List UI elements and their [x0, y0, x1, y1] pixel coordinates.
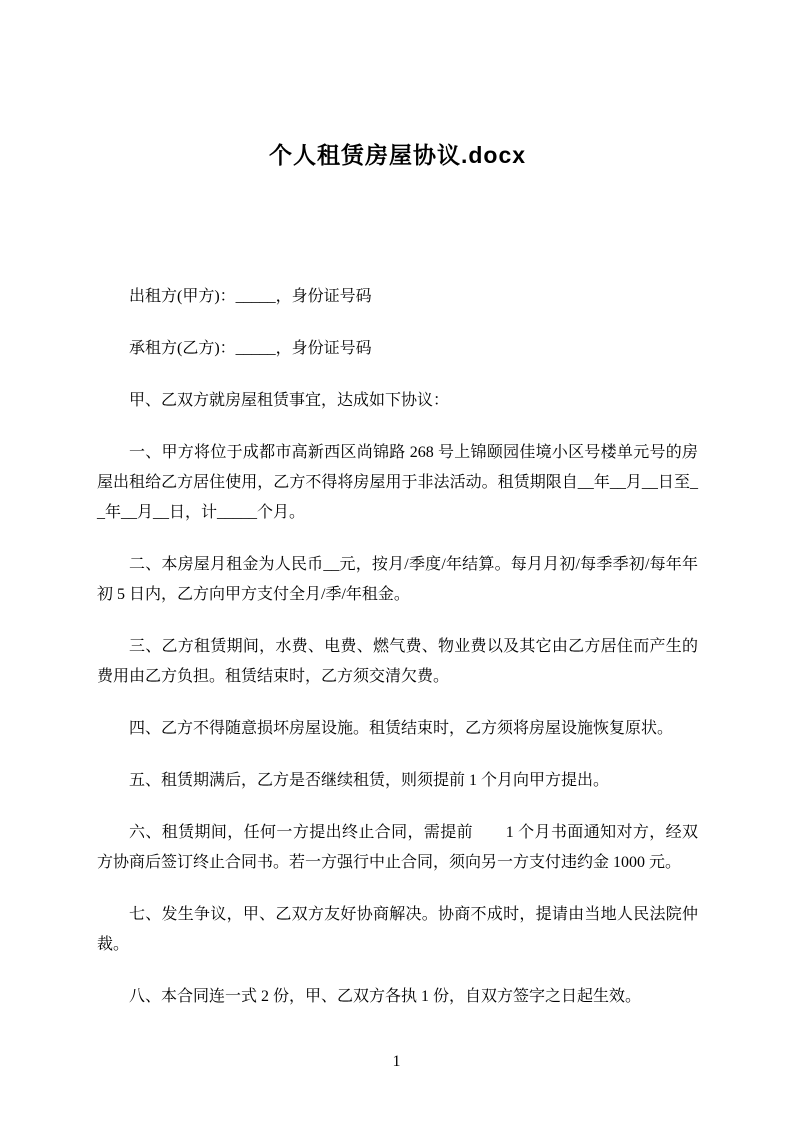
- paragraph-clause-6: 六、租赁期间，任何一方提出终止合同，需提前 1 个月书面通知对方，经双方协商后签订终止合同书。若一方强行中止合同，须向另一方支付违约金 1000 元。: [97, 824, 698, 871]
- paragraph-clause-3: 三、乙方租赁期间，水费、电费、燃气费、物业费以及其它由乙方居住而产生的费用由乙方负担。租赁结束时，乙方须交清欠费。: [97, 638, 698, 685]
- paragraph-clause-1: 一、甲方将位于成都市高新西区尚锦路 268 号上锦颐园佳境小区号楼单元号的房屋出租给乙方居住使用，乙方不得将房屋用于非法活动。租赁期限自__年__月__日至__年__月__日，计_____个月。: [97, 444, 698, 521]
- paragraph-lessee: 承租方(乙方)：_____，身份证号码: [129, 340, 372, 357]
- paragraph-lessor: 出租方(甲方)：_____，身份证号码: [129, 288, 372, 305]
- paragraph-clause-8: 八、本合同连一式 2 份，甲、乙双方各执 1 份，自双方签字之日起生效。: [129, 988, 642, 1005]
- page-number: 1: [392, 1053, 401, 1070]
- paragraph-clause-2: 二、本房屋月租金为人民币__元，按月/季度/年结算。每月月初/每季季初/每年年初 5 日内，乙方向甲方支付全月/季/年租金。: [97, 556, 698, 603]
- paragraph-clause-4: 四、乙方不得随意损坏房屋设施。租赁结束时，乙方须将房屋设施恢复原状。: [129, 720, 674, 737]
- document-title: 个人租赁房屋协议.docx: [268, 142, 527, 168]
- paragraph-clause-7: 七、发生争议，甲、乙双方友好协商解决。协商不成时，提请由当地人民法院仲裁。: [97, 906, 698, 953]
- paragraph-intro: 甲、乙双方就房屋租赁事宜，达成如下协议：: [129, 392, 450, 409]
- paragraph-clause-5: 五、租赁期满后，乙方是否继续租赁，则须提前 1 个月向甲方提出。: [129, 772, 610, 789]
